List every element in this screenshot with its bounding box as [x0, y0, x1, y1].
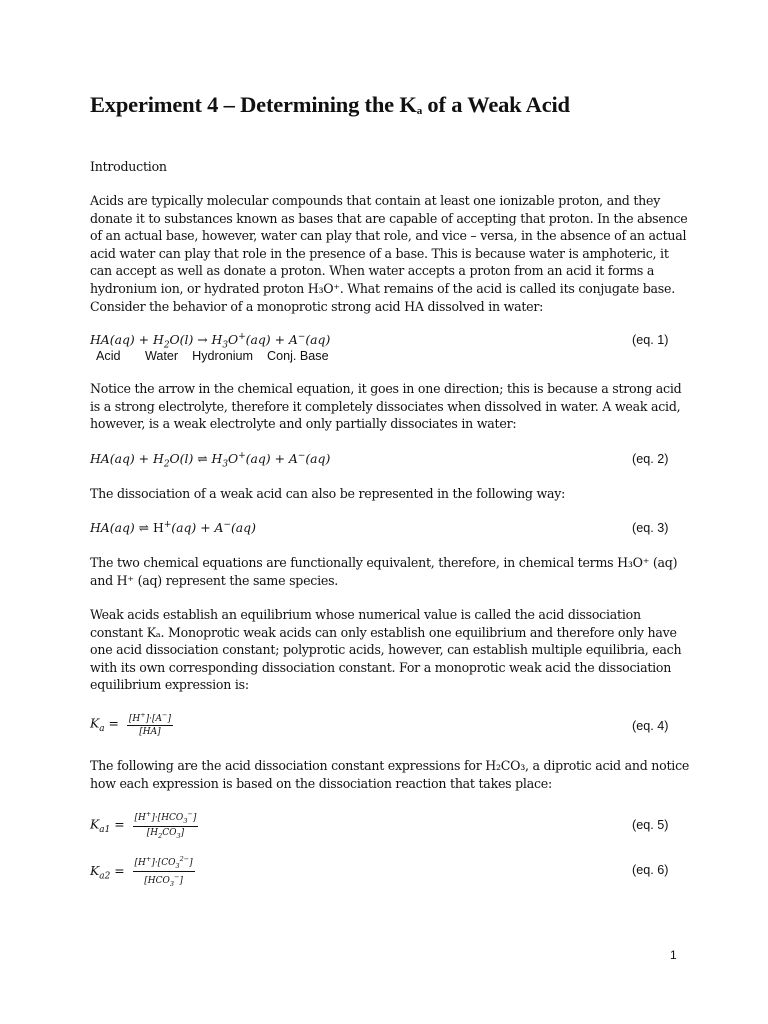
- paragraph-strong-vs-weak: Notice the arrow in the chemical equation, it goes in one direction; this is because a strong acid is a strong electrolyte, therefore it completely dissociates when dissolved in water. A weak acid, however, is a weak electrolyte and only partially dissociates in water:: [90, 381, 682, 432]
- paragraph-dissociation-constant: Weak acids establish an equilibrium whose numerical value is called the acid dissociation constant Kₐ. Monoprotic weak acids can only establish one equilibrium and therefore only have one acid dissociation constant; polyprotic acids, however, can establish multiple equilibria, each with its own corresponding dissociation constant. For a monoprotic weak acid the dissociation equilibrium expression is:: [90, 607, 682, 693]
- equation-5-number: (eq. 5): [632, 818, 669, 832]
- document-title: Experiment 4 – Determining the Ka of a Weak Acid: [90, 92, 570, 117]
- equation-4-number: (eq. 4): [632, 719, 669, 733]
- equation-1: $HA(aq) + H_2O(l) \to H_3O^+(aq) + A^-(aq)$: [90, 332, 331, 351]
- equation-6-number: (eq. 6): [632, 863, 669, 877]
- paragraph-equivalence: The two chemical equations are functionally equivalent, therefore, in chemical terms H₃O⁺ (aq) and H⁺ (aq) represent the same species.: [90, 555, 678, 588]
- title-subscript: a: [416, 105, 422, 117]
- paragraph-intro: Acids are typically molecular compounds that contain at least one ionizable proton, and they donate it to substances known as bases that are capable of accepting that proton. In the absence of an actual base, however, water can play that role, and vice – versa, in the absence of an actual acid water can play that role in the presence of a base. This is because water is amphoteric, it can accept as well as donate a proton. When water accepts a proton from an acid it forms a hydronium ion, or hydrated proton H₃O⁺. What remains of the acid is called its conjugate base. Consider the behavior of a monoprotic strong acid HA dissolved in water:: [90, 193, 688, 314]
- equation-6: $K_{a2}$ = $\frac{[H^+]\cdot[CO_3^{2-}]}{[HCO_3^-]}$: [90, 855, 193, 888]
- paragraph-alternate-form: The dissociation of a weak acid can also be represented in the following way:: [90, 486, 566, 501]
- equation-5: $K_{a1}$ = $\frac{[H^+]\cdot[HCO_3^-]}{[H_2CO_3]}$: [90, 810, 197, 840]
- equation-3: HA(aq) ⇌ H+(aq) + A−(aq): [90, 520, 256, 536]
- equation-1-species-labels: Acid Water Hydronium Conj. Base: [96, 349, 329, 363]
- page-number: 1: [670, 948, 677, 962]
- equation-4: $K_a$ = $\frac{[H^+]\cdot[A^-]}{[HA]}$: [90, 711, 171, 737]
- paragraph-diprotic: The following are the acid dissociation constant expressions for H₂CO₃, a diprotic acid and notice how each expression is based on the dissociation reaction that takes place:: [90, 758, 690, 791]
- section-heading: Introduction: [90, 159, 167, 174]
- equation-3-number: (eq. 3): [632, 521, 669, 535]
- equation-2: $HA(aq) + H_2O(l)$ ⇌ $H_3O^+(aq) + A^-(aq)$: [90, 451, 331, 470]
- equation-2-number: (eq. 2): [632, 452, 669, 466]
- equation-1-number: (eq. 1): [632, 333, 669, 347]
